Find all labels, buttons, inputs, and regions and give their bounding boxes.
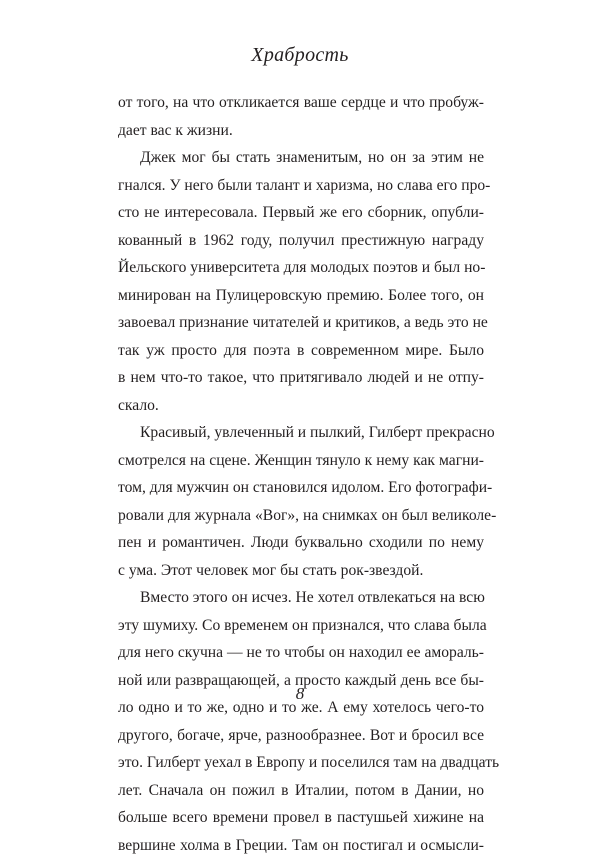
text-line: скало. [118, 392, 484, 420]
text-line: минирован на Пулицеровскую премию. Более того, он [118, 282, 484, 310]
text-line: в нем что-то такое, что притягивало людей и не отпу- [118, 364, 484, 392]
text-line: это. Гилберт уехал в Европу и поселился там на двадцать [118, 749, 484, 777]
text-line: для него скучна — не то чтобы он находил ее амораль- [118, 639, 484, 667]
text-line: эту шумиху. Со временем он признался, что слава была [118, 612, 484, 640]
page-number: 8 [0, 684, 600, 704]
text-line: больше всего времени провел в пастушьей хижине на [118, 804, 484, 832]
text-line: другого, богаче, ярче, разнообразнее. Вот и бросил все [118, 722, 484, 750]
text-line: завоевал признание читателей и критиков, а ведь это не [118, 309, 484, 337]
text-line: Джек мог бы стать знаменитым, но он за этим не [118, 144, 484, 172]
text-line: лет. Сначала он пожил в Италии, потом в Дании, но [118, 777, 484, 805]
text-line: вершине холма в Греции. Там он постигал и осмысли- [118, 832, 484, 859]
text-line: Йельского университета для молодых поэтов и был но- [118, 254, 484, 282]
text-line: смотрелся на сцене. Женщин тянуло к нему как магни- [118, 447, 484, 475]
text-line: ло одно и то же, одно и то же. А ему хотелось чего-то [118, 694, 484, 722]
text-line: Красивый, увлеченный и пылкий, Гилберт прекрасно [118, 419, 484, 447]
paragraph [118, 144, 484, 419]
text-line: кованный в 1962 году, получил престижную награду [118, 227, 484, 255]
text-line: том, для мужчин он становился идолом. Его фотографи- [118, 474, 484, 502]
text-line: так уж просто для поэта в современном мире. Было [118, 337, 484, 365]
text-line: от того, на что откликается ваше сердце и что пробуж- [118, 89, 484, 117]
text-line: Вместо этого он исчез. Не хотел отвлекаться на всю [118, 584, 484, 612]
body-text [118, 89, 484, 859]
text-line: пен и романтичен. Люди буквально сходили по нему [118, 529, 484, 557]
paragraph [118, 89, 484, 144]
running-head: Храбрость [0, 44, 600, 67]
text-line: сто не интересовала. Первый же его сборник, опубли- [118, 199, 484, 227]
text-line: с ума. Этот человек мог бы стать рок-звездой. [118, 557, 484, 585]
text-line: гнался. У него были талант и харизма, но слава его про- [118, 172, 484, 200]
paragraph [118, 419, 484, 584]
text-line: ровали для журнала «Вог», на снимках он был великоле- [118, 502, 484, 530]
text-line: ной или развращающей, а просто каждый день все бы- [118, 667, 484, 695]
paragraph [118, 584, 484, 859]
text-line: дает вас к жизни. [118, 117, 484, 145]
